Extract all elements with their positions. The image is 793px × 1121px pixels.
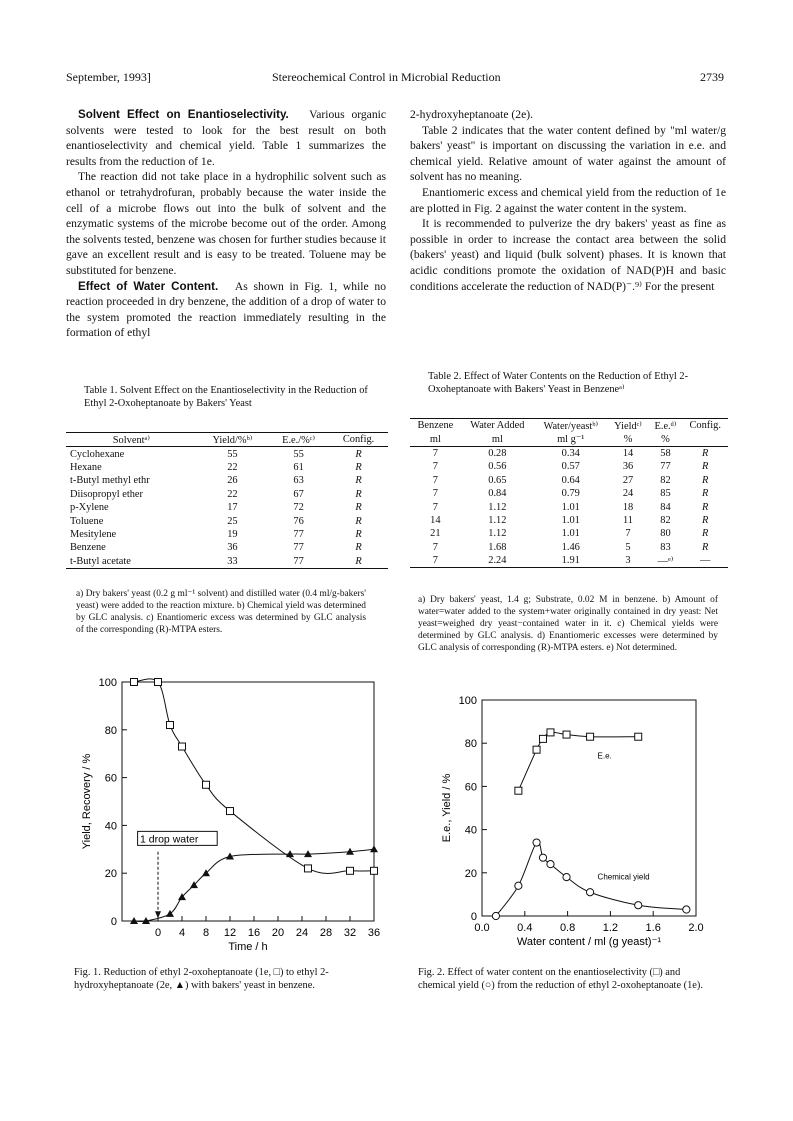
table2-footnote: a) Dry bakers' yeast, 1.4 g; Substrate, 0.02 M in benzene. b) Amount of water=water added to the system+water originally contained in dry yeast: Net yeast=weighed dry yeast−contained water in it. c) Chemical yields were determined by GLC analysis. d) Enantiomeric excesses were determined by GLC analysis of corresponding (R)-MTPA esters. e) Not determined. [418, 595, 718, 653]
cell: 55 [227, 448, 238, 460]
table2-header: Water Added [470, 420, 525, 432]
y-tick-label: 40 [464, 824, 477, 837]
data-point-square [563, 731, 570, 738]
table-row [66, 488, 388, 501]
table2 [410, 418, 728, 568]
cell: R [355, 555, 362, 567]
cell: 14 [430, 514, 441, 526]
y-tick-label: 100 [98, 677, 117, 689]
cell: 1.68 [488, 541, 507, 553]
table1-caption: Table 1. Solvent Effect on the Enantioselectivity in the Reduction of Ethyl 2-Oxoheptanoate by Bakers' Yeast [84, 385, 368, 409]
cell: 7 [432, 541, 438, 553]
right-column [410, 107, 726, 294]
data-point-square [227, 808, 234, 815]
table1-footnote: a) Dry bakers' yeast (0.2 g ml⁻¹ solvent) and distilled water (0.4 ml/g-bakers' yeast) were added to the reaction mixture. b) Chemical yield was determined by GLC analysis. c) Enantiomeric excess was determined by GLC analysis of the corresponding (R)-MTPA esters. [76, 589, 366, 635]
cell: 55 [293, 448, 304, 460]
cell: R [702, 474, 709, 486]
y-tick-label: 60 [104, 772, 117, 785]
data-point-square [371, 867, 378, 874]
cell: 0.79 [561, 488, 580, 500]
table-row [410, 554, 728, 568]
x-tick-label: 28 [319, 927, 333, 939]
table-row [66, 528, 388, 541]
cell: 77 [293, 555, 304, 567]
cell: 0.34 [561, 447, 580, 459]
table-row [66, 541, 388, 554]
table2-unit [682, 432, 728, 446]
cell: 7 [432, 501, 438, 513]
x-tick-label: 0.4 [517, 922, 533, 934]
cell: 0.56 [488, 461, 507, 473]
cell: 61 [293, 461, 304, 473]
x-tick-label: 16 [247, 927, 261, 939]
data-point-circle [492, 912, 499, 919]
cell: 1.01 [561, 528, 580, 540]
table1-header: Solventᵃ⁾ [112, 434, 150, 446]
data-point-circle [635, 902, 642, 909]
data-point-circle [539, 854, 546, 861]
cell: 80 [660, 528, 671, 540]
figure1-chart [60, 674, 390, 964]
data-point-triangle [370, 845, 378, 852]
y-tick-label: 20 [464, 867, 477, 880]
x-axis-label: Water content / ml (g yeast)⁻¹ [516, 936, 662, 948]
cell: 7 [432, 474, 438, 486]
cell: R [702, 514, 709, 526]
page-number: 2739 [700, 70, 724, 84]
cell: Hexane [70, 461, 102, 473]
cell: 83 [660, 541, 671, 553]
table-row [66, 474, 388, 487]
running-header-title: Stereochemical Control in Microbial Reduction [272, 70, 501, 84]
data-point-square [203, 781, 210, 788]
data-point-square [587, 733, 594, 740]
paragraph: Various organic solvents were tested to look for the best result on both enantioselectivity and chemical yield. Table 1 summarizes the results from the reduction of 1e. [66, 108, 386, 168]
data-point-circle [586, 889, 593, 896]
table1-header: Yield/%ᵇ⁾ [212, 434, 253, 446]
cell: 22 [227, 461, 238, 473]
cell: 77 [660, 461, 671, 473]
cell: 22 [227, 488, 238, 500]
data-point-square [155, 679, 162, 686]
x-tick-label: 36 [367, 927, 381, 939]
cell: R [702, 541, 709, 553]
cell: 21 [430, 528, 441, 540]
y-tick-label: 0 [110, 916, 117, 928]
figure2-chart [410, 692, 730, 964]
table1-header: E.e./%ᶜ⁾ [282, 434, 316, 446]
figure2-caption: Fig. 2. Effect of water content on the enantioselectivity (□) and chemical yield (○) from the reduction of ethyl 2-oxoheptanoate (1e). [418, 967, 703, 991]
cell: 2.24 [488, 555, 507, 567]
cell: 84 [660, 501, 671, 513]
table2-header: Water/yeastᵇ⁾ [543, 420, 599, 432]
figure1-caption: Fig. 1. Reduction of ethyl 2-oxoheptanoate (1e, □) to ethyl 2-hydroxyheptanoate (2e, ▲) with bakers' yeast in benzene. [74, 967, 329, 991]
cell: 33 [227, 555, 238, 567]
table2-unit: ml [491, 433, 503, 445]
cell: —ᵉ⁾ [657, 555, 674, 567]
series-line [518, 732, 638, 790]
cell: 72 [293, 502, 304, 514]
cell: 76 [293, 515, 304, 527]
cell: 24 [622, 488, 634, 500]
cell: Cyclohexane [70, 448, 125, 460]
table-row [66, 514, 388, 527]
table2-unit: ml [429, 433, 441, 445]
data-point-circle [515, 882, 522, 889]
paragraph: As shown in Fig. 1, while no reaction proceeded in dry benzene, the addition of a drop of water to the system promoted the reaction immediately resulting in the formation of ethyl [66, 279, 387, 340]
x-tick-label: 1.2 [602, 922, 619, 934]
cell: 7 [432, 555, 438, 567]
cell: — [700, 555, 711, 567]
table-row [410, 500, 728, 513]
cell: 0.57 [561, 461, 580, 473]
data-point-square [547, 729, 554, 736]
cell: 1.01 [561, 501, 580, 513]
x-tick-label: 8 [202, 927, 210, 939]
data-point-circle [533, 839, 540, 846]
data-point-square [167, 722, 174, 729]
cell: Benzene [70, 542, 106, 554]
data-point-square [635, 733, 642, 740]
paragraph: It is recommended to pulverize the dry bakers' yeast as fine as possible in order to increase the contact area between the solid (bakers' yeast) and liquid (bulk solvent) phases. It is known that acidic conditions promote the oxidation of NAD(P)H and basic conditions accelerate the reduction of NAD(P)⁻.⁹⁾ For the present [410, 217, 726, 293]
section-heading-solvent: Solvent Effect on Enantioselectivity. [78, 108, 289, 121]
cell: 36 [622, 461, 634, 473]
x-tick-label: 0.8 [559, 922, 576, 934]
series-label: Chemical yield [597, 872, 650, 882]
cell: t-Butyl acetate [70, 555, 131, 567]
y-tick-label: 40 [104, 820, 117, 833]
cell: 0.64 [561, 474, 580, 486]
table-row [410, 446, 728, 460]
cell: 19 [227, 528, 238, 540]
paragraph: 2-hydroxyheptanoate (2e). [410, 108, 533, 121]
series-line [496, 842, 686, 916]
data-point-square [539, 735, 546, 742]
cell: 0.28 [488, 447, 507, 459]
y-tick-label: 100 [458, 695, 477, 707]
data-point-circle [563, 874, 570, 881]
cell: R [355, 542, 362, 554]
plot-frame [122, 682, 374, 921]
cell: 63 [293, 475, 304, 487]
cell: R [355, 488, 362, 500]
x-tick-label: 32 [343, 927, 357, 939]
data-point-square [305, 865, 312, 872]
table-row [410, 474, 728, 487]
cell: R [702, 461, 709, 473]
cell: 1.46 [561, 541, 580, 553]
cell: 7 [432, 488, 438, 500]
running-header-date: September, 1993] [66, 70, 151, 84]
cell: R [355, 461, 362, 473]
cell: 58 [660, 447, 671, 459]
cell: R [355, 528, 362, 540]
cell: R [702, 447, 709, 459]
cell: 67 [293, 488, 304, 500]
table-row [66, 555, 388, 569]
x-axis-label: Time / h [228, 941, 268, 953]
table-row [66, 447, 388, 461]
series-label: E.e. [597, 751, 612, 761]
table1-header: Config. [342, 434, 375, 446]
cell: 11 [623, 514, 634, 526]
cell: 14 [622, 447, 634, 459]
x-tick-label: 12 [223, 927, 237, 939]
table2-header: E.e.ᵈ⁾ [654, 420, 677, 432]
y-tick-label: 80 [464, 738, 477, 751]
table-row [66, 501, 388, 514]
data-point-square [131, 679, 138, 686]
cell: R [702, 501, 709, 513]
table1 [66, 432, 388, 569]
section-heading-water: Effect of Water Content. [78, 279, 219, 293]
cell: R [355, 448, 362, 460]
y-tick-label: 0 [470, 911, 477, 923]
paragraph: Enantiomeric excess and chemical yield from the reduction of 1e are plotted in Fig. 2 against the water content in the system. [410, 185, 726, 215]
data-point-square [179, 743, 186, 750]
cell: 27 [622, 474, 634, 486]
x-tick-label: 0.0 [474, 922, 490, 934]
cell: R [702, 528, 709, 540]
cell: 25 [227, 515, 238, 527]
cell: 85 [660, 488, 671, 500]
cell: Mesitylene [70, 528, 117, 540]
table2-header: Benzene [417, 420, 454, 432]
table2-unit: % [623, 433, 633, 445]
cell: 1.12 [488, 501, 507, 513]
y-axis-label: E.e., Yield / % [441, 773, 453, 843]
data-point-square [533, 746, 540, 753]
cell: p-Xylene [70, 502, 109, 514]
y-tick-label: 20 [104, 868, 117, 881]
cell: R [355, 502, 362, 514]
cell: t-Butyl methyl ethr [70, 475, 150, 487]
cell: 0.84 [488, 488, 507, 500]
cell: 1.12 [488, 514, 507, 526]
table-row [410, 541, 728, 554]
cell: 1.91 [561, 555, 580, 567]
plot-frame [482, 700, 696, 916]
cell: Toluene [70, 515, 104, 527]
y-axis-label: Yield, Recovery / % [81, 753, 93, 850]
table-row [410, 487, 728, 500]
table-row [410, 527, 728, 540]
cell: 26 [227, 475, 238, 487]
cell: R [355, 475, 362, 487]
paragraph: Table 2 indicates that the water content defined by "ml water/g bakers' yeast" is important on discussing the variation in e.e. and chemical yield. Relative amount of water against the amount of solvent has no meaning. [410, 123, 726, 184]
cell: 18 [622, 501, 634, 513]
annotation-label: 1 drop water [140, 833, 199, 846]
y-tick-label: 60 [464, 781, 477, 794]
table2-unit: ml g⁻¹ [557, 434, 585, 446]
cell: 3 [625, 555, 631, 567]
cell: R [355, 515, 362, 527]
cell: Diisopropyl ether [70, 488, 144, 500]
table-row [410, 514, 728, 527]
table-row [66, 461, 388, 474]
cell: R [702, 488, 709, 500]
cell: 7 [625, 528, 631, 540]
table2-header: Yieldᶜ⁾ [614, 420, 642, 432]
cell: 1.12 [488, 528, 507, 540]
cell: 1.01 [561, 514, 580, 526]
cell: 5 [625, 541, 631, 553]
cell: 82 [660, 514, 671, 526]
table2-unit: % [661, 433, 670, 445]
cell: 7 [432, 461, 438, 473]
cell: 17 [227, 502, 238, 514]
table-row [410, 460, 728, 473]
data-point-circle [547, 861, 554, 868]
annotation-arrow-head [155, 911, 161, 918]
data-point-square [515, 787, 522, 794]
x-tick-label: 24 [295, 927, 309, 939]
x-tick-label: 1.6 [645, 922, 661, 934]
cell: 0.65 [488, 474, 507, 486]
table2-caption: Table 2. Effect of Water Contents on the Reduction of Ethyl 2-Oxoheptanoate with Bakers' Yeast in Benzeneᵃ⁾ [428, 371, 689, 395]
cell: 7 [432, 447, 438, 459]
x-tick-label: 2.0 [688, 922, 704, 934]
cell: 36 [227, 542, 238, 554]
cell: 82 [660, 474, 671, 486]
x-tick-label: 0 [154, 927, 162, 939]
cell: 77 [293, 542, 304, 554]
data-point-square [347, 867, 354, 874]
cell: 77 [293, 528, 304, 540]
table2-header: Config. [689, 420, 721, 432]
data-point-circle [683, 906, 690, 913]
paragraph: The reaction did not take place in a hydrophilic solvent such as ethanol or tetrahydrofuran, probably because the water inside the cell of a microbe flows out into the bulk of solvent and the enzymatic systems of the microbe become out of the order. Among the solvents tested, benzene was chosen for further studies because it gave an excellent result and is easy to be treated. Toluene may be substituted for benzene. [66, 170, 386, 277]
left-column [66, 107, 386, 341]
x-tick-label: 4 [178, 927, 186, 939]
x-tick-label: 20 [271, 927, 285, 939]
y-tick-label: 80 [104, 724, 117, 737]
